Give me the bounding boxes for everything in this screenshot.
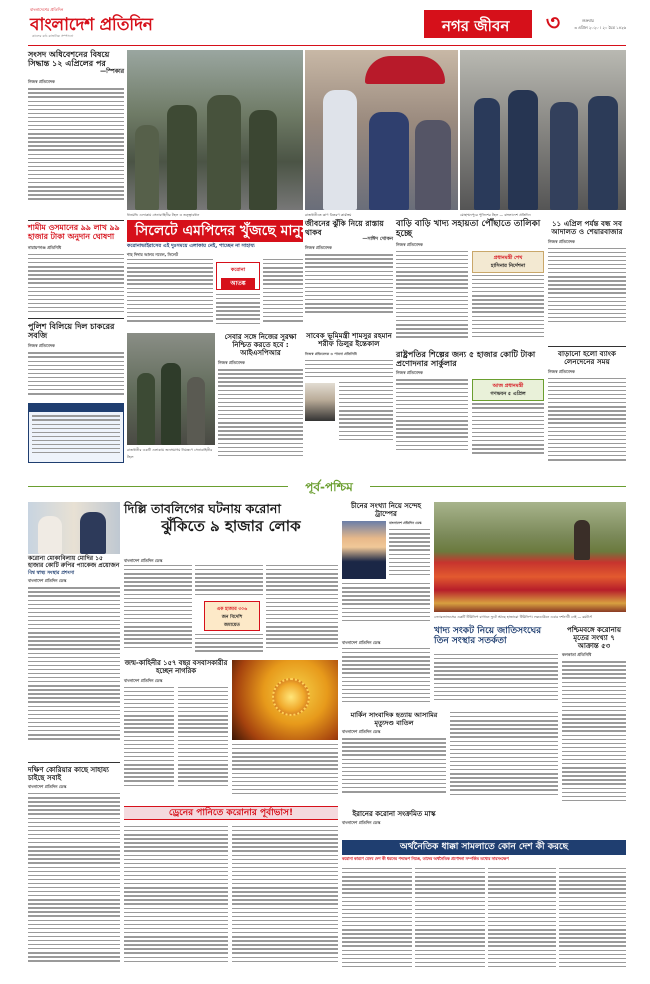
divider: [548, 346, 626, 347]
left-second-story: [28, 224, 124, 326]
modi-story: [28, 556, 120, 762]
page-number-text: ৩: [545, 11, 561, 36]
market-story: [548, 220, 626, 344]
iran-byline: বাংলাদেশ প্রতিদিন ডেস্ক: [342, 820, 381, 826]
relief-body-col1: [396, 251, 468, 347]
police-figure: [474, 98, 500, 210]
life-byline: নিজস্ব প্রতিবেদক: [305, 245, 332, 251]
trump-title: চীনের সংখ্যা নিয়ে সন্দেহ ট্রাম্পের: [350, 502, 422, 519]
army-title: সেবার সঙ্গে নিজের সুরক্ষা নিশ্চিত করতে হবে : আইএসপিআর: [224, 333, 297, 358]
tulip-caption: নেদারল্যান্ডসের একটি টিউলিপ বাগানে ফুটে আছে হাজারো টিউলিপ। লকডাউনে এবার দর্শনার্থী নেই — রয়টার্স: [434, 615, 592, 619]
delhi-body-col2b: [195, 634, 263, 656]
drone-headline-bar: [124, 806, 338, 820]
bank-story: [548, 350, 626, 472]
trump-photo: [342, 521, 386, 579]
section-rule-right: [370, 486, 626, 487]
soldier-figure: [207, 95, 241, 210]
soldier-figure: [249, 110, 277, 210]
kolkata-title: পশ্চিমবঙ্গে করোনায় মৃতের সংখ্যা ৭ আক্রান্ত ৫৩: [567, 626, 621, 651]
left-third-story: [28, 322, 124, 472]
sylhet-body-col1: [127, 259, 213, 329]
page-number: [536, 10, 570, 38]
section-rule-left: [28, 486, 288, 487]
life-title: জীবনের ঝুঁকি নিয়ে রাস্তায় থাকব: [305, 219, 384, 237]
photo-modi: [28, 502, 120, 554]
crowd-figure: [137, 373, 155, 445]
assam-body: [342, 738, 446, 800]
covid-stats-rows: [29, 412, 123, 462]
economy-title: অর্থনৈতিক ধাক্কা সামলাতে কোন দেশ কী করছে: [399, 842, 569, 852]
delhi-note-line3: জমায়েত: [224, 623, 240, 628]
sylhet-byline: শাহ দিদার আলম নবেল, সিলেট: [127, 252, 179, 257]
modi-byline: বাংলাদেশ প্রতিদিন ডেস্ক: [28, 578, 67, 584]
trump-story: [342, 502, 430, 636]
mongol-body-a: [124, 687, 174, 797]
police-figure: [550, 102, 578, 210]
life-sub: —সাঈদ খোকন: [362, 236, 393, 243]
modi-title: করোনা মোকাবিলায় মোদির ১৫ হাজার কোটি রুপির প্যাকেজ প্রয়োজন: [28, 555, 120, 569]
delhi-byline: বাংলাদেশ প্রতিদিন ডেস্ক: [124, 558, 163, 563]
army-body: [218, 369, 303, 465]
navy-officer: [323, 90, 357, 210]
covid-stats-header: [29, 404, 123, 412]
shamsul-body-a: [305, 360, 393, 382]
bank-title: বাড়ানো হলো ব্যাংক লেনদেনের সময়: [558, 349, 616, 367]
covid-stats-box: [28, 403, 124, 463]
market-body: [548, 248, 626, 332]
crowd-caption: রাজধানীর একটি এলাকায় জনসমাগম নিয়ন্ত্রণে সেনাবাহিনীর টহল: [127, 448, 213, 459]
delhi-title-2: ঝুঁকিতে ৯ হাজার লোক: [161, 517, 301, 536]
divider: [28, 220, 124, 221]
section-banner-bar: [28, 478, 626, 496]
korea-byline: বাংলাদেশ প্রতিদিন ডেস্ক: [28, 784, 67, 790]
artists-byline: নিজস্ব প্রতিবেদক: [396, 370, 423, 376]
economy-headline-bar: [342, 840, 626, 855]
mongol-body-b: [178, 687, 228, 797]
soldier-figure: [135, 125, 159, 210]
virus-image: [232, 660, 338, 740]
korea-story: [28, 766, 120, 976]
mongol-story: [124, 660, 228, 808]
mongol-byline: বাংলাদেশ প্রতিদিন ডেস্ক: [124, 677, 163, 683]
photo-army-patrol: [127, 50, 303, 210]
left-second-title: শামীম ওসমানের ৯৯ লাখ ৯৯ হাজার টাকা অনুদান ঘোষণা: [28, 223, 120, 241]
person-figure: [80, 512, 106, 554]
photo-tulips: [434, 502, 626, 612]
photo-caption: রাজধানীতে ত্রাণ বিতরণ কার্যক্রম: [305, 213, 352, 217]
delhi-body-col1: [124, 565, 192, 655]
corona-box-line2: আতঙ্ক: [221, 278, 255, 289]
economy-body-col2: [488, 868, 556, 976]
assam-title: মার্কিন সাংবাদিক হত্যায় আসামির মৃত্যুদণ্ড বাতিল: [350, 711, 438, 727]
section-banner: [424, 10, 532, 38]
modi-sub: বিশ্ব স্বাস্থ্য সংস্থার প্রশংসা: [28, 570, 75, 576]
delhi-body-col2: [195, 565, 263, 599]
delhi-body-col3: [266, 565, 338, 655]
artists-title: রাষ্ট্রপতির শিল্পের জন্য ৫ হাজার কোটি টাকা প্রণোদনার সার্কুলার: [396, 350, 536, 369]
red-umbrella: [365, 56, 445, 84]
sylhet-headline: সিলেটে এমপিদের খুঁজছে মানুষ: [135, 223, 309, 239]
delhi-note-box: [204, 601, 260, 631]
police-figure: [588, 96, 618, 210]
economy-lead: করোনা কারণে যেসব দেশ কী ধরনের পদক্ষেপ নিচ্ছে, তাদের অর্থনৈতিক প্রণোদনা সম্পর্কিত তথ্যের সারসংক্ষেপ: [342, 856, 509, 861]
masthead: [28, 6, 626, 44]
army-story: [218, 333, 303, 471]
person-figure: [369, 112, 409, 210]
left-lead-byline: নিজস্ব প্রতিবেদক: [28, 79, 55, 85]
pm-box2-line1: আজ প্রধানমন্ত্রী: [492, 383, 524, 390]
sylhet-body-col3: [263, 259, 303, 329]
corona-box: [216, 262, 260, 290]
soldier-figure: [167, 105, 197, 210]
section-label: পূর্ব-পশ্চিম: [305, 480, 353, 494]
left-third-byline: নিজস্ব প্রতিবেদক: [28, 343, 55, 349]
delhi-note-line1: এক হাজার ৩০৬: [216, 607, 248, 612]
assam-byline: বাংলাদেশ প্রতিদিন ডেস্ক: [342, 729, 381, 735]
corona-box-line1: করোনা: [230, 267, 246, 273]
delhi-title-1: দিল্লি তাবলিগের ঘটনায় করোনা: [124, 501, 281, 516]
masthead-title: বাংলাদেশ প্রতিদিন: [30, 15, 153, 35]
divider: [28, 318, 124, 319]
person-figure: [574, 520, 590, 560]
police-figure: [508, 90, 538, 210]
un-food-story: [434, 626, 558, 650]
market-title: ১১ এপ্রিল পর্যন্ত বন্ধ সব আদালত ও শেয়ারবাজার: [551, 219, 623, 237]
relief-story: [396, 220, 544, 348]
bank-byline: নিজস্ব প্রতিবেদক: [548, 368, 575, 374]
un-food-body-c: [450, 712, 558, 806]
economy-body-col1: [415, 868, 485, 976]
photo-caption: মোহাম্মদপুরে পুলিশের টহল — বাংলাদেশ প্রতিদিন: [460, 213, 531, 217]
relief-byline: নিজস্ব প্রতিবেদক: [396, 241, 423, 247]
life-story: [305, 220, 393, 330]
left-second-byline: নারায়ণগঞ্জ প্রতিনিধি: [28, 244, 62, 250]
photo-police: [460, 50, 626, 210]
sylhet-subheadline: করোনাভাইরাসের এই দুঃসময়ে এলাকায় নেই, পাচ্ছেন না সাহায্য: [127, 243, 255, 249]
masthead-small-tag: বাংলাদেশের প্রতিদিন: [30, 7, 64, 12]
shamsul-story: [305, 332, 393, 472]
drone-body-col3: [232, 826, 338, 976]
iran-title: ইরানের করোনা সংক্রমিত মাস্ক: [352, 810, 436, 818]
kolkata-body: [562, 661, 626, 811]
masthead-day: শুক্রবার: [582, 18, 594, 23]
pm-box-line1: প্রধানমন্ত্রী শেখ: [493, 254, 523, 261]
trump-body-b: [342, 583, 430, 627]
masthead-rule: [28, 45, 626, 46]
shamsul-title: সাবেক ভূমিমন্ত্রী শামসুর রহমান শরীফ ডিলুর ইন্তেকাল: [306, 331, 392, 349]
un-food-title: খাদ্য সংকট নিয়ে জাতিসংঘের তিন সংস্থার সতর্কতা: [434, 626, 542, 647]
pm-box-line2: হাসিনার নির্দেশনা: [490, 262, 526, 269]
relief-title: বাড়ি বাড়ি খাদ্য সহায়তা পৌঁছাতে তালিকা হচ্ছে: [396, 219, 541, 239]
masthead-date: ৩ এপ্রিল ২০২০ । ২০ চৈত্র ১৪২৬: [574, 25, 626, 30]
drone-body-col1: [232, 744, 338, 802]
left-lead-title: সংসদ অধিবেশনের বিষয়ে সিদ্ধান্ত ১২ এপ্রিলের পর: [28, 50, 110, 69]
person-figure: [38, 516, 62, 554]
divider: [28, 762, 120, 763]
market-byline: নিজস্ব প্রতিবেদক: [548, 238, 575, 244]
shamsul-body-b: [339, 382, 393, 448]
drone-title: ড্রেনের পানিতে করোনার পূর্বাভাস!: [168, 808, 294, 818]
un-food-body-b: [434, 654, 558, 708]
left-third-body: [28, 352, 124, 400]
artists-story: [396, 350, 544, 472]
life-body: [305, 254, 393, 320]
sylhet-headline-bar: [127, 220, 309, 242]
economy-body-col3: [559, 868, 626, 976]
section-title: নগর জীবন: [442, 17, 510, 35]
kolkata-story: [562, 626, 626, 836]
masthead-tagline: কালের কণ্ঠ কাল্পনিক সম্পাদনা: [32, 34, 74, 38]
photo-caption: ধানমন্ডি এলাকায় সেনাবাহিনীর টহল ও তত্ত্বাবধান: [127, 213, 200, 217]
pm-box: [472, 251, 544, 273]
mongol-title: জন্ম-কাহিনীর ১৫৭ বছর বসবাসকারীর হচ্ছেন নাগরিক: [124, 659, 228, 675]
kolkata-byline: কলকাতা প্রতিনিধি: [562, 652, 592, 658]
person-figure: [415, 120, 451, 210]
pm-box2-line2: গণভবন ৫ এপ্রিল: [490, 391, 526, 398]
left-second-body: [28, 254, 124, 316]
sylhet-body-col2: [216, 294, 260, 329]
army-byline: নিজস্ব প্রতিবেদক: [218, 360, 245, 366]
virus-particle: [272, 678, 310, 716]
bank-body: [548, 378, 626, 470]
pm-box-2: [472, 379, 544, 401]
artists-body-col2: [472, 403, 544, 461]
trump-byline: বাংলাদেশ প্রতিদিন ডেস্ক: [389, 521, 422, 526]
iran-story: [342, 810, 446, 836]
crowd-figure: [161, 363, 181, 445]
un-food-body-a: [342, 648, 430, 708]
crowd-figure: [187, 377, 205, 445]
drone-body-col2: [124, 826, 228, 976]
korea-title: দক্ষিণ কোরিয়ার কাছে সাহায্য চাইছে সবাই: [28, 766, 109, 783]
left-lead-body: [28, 88, 124, 206]
photo-crowd: [127, 333, 215, 445]
modi-body: [28, 587, 120, 747]
shamsul-portrait: [305, 383, 335, 421]
artists-body-col1: [396, 379, 468, 461]
korea-body: [28, 793, 120, 973]
relief-body-col2: [472, 275, 544, 347]
un-food-byline: বাংলাদেশ প্রতিদিন ডেস্ক: [342, 640, 381, 645]
left-third-title: পুলিশ বিলিয়ে দিল চাকরের সবজি: [28, 322, 115, 341]
delhi-note-line2: জন বিদেশি: [221, 615, 243, 620]
left-lead-sub: —স্পিকার: [100, 68, 124, 76]
iran-body: [342, 868, 412, 976]
left-lead-story: [28, 50, 124, 218]
trump-body-a: [389, 529, 430, 583]
assam-story: [342, 712, 446, 808]
delhi-headline: [124, 502, 338, 554]
photo-relief: [305, 50, 458, 210]
shamsul-byline: নিজস্ব প্রতিবেদক ও পাবনা প্রতিনিধি: [305, 351, 357, 356]
